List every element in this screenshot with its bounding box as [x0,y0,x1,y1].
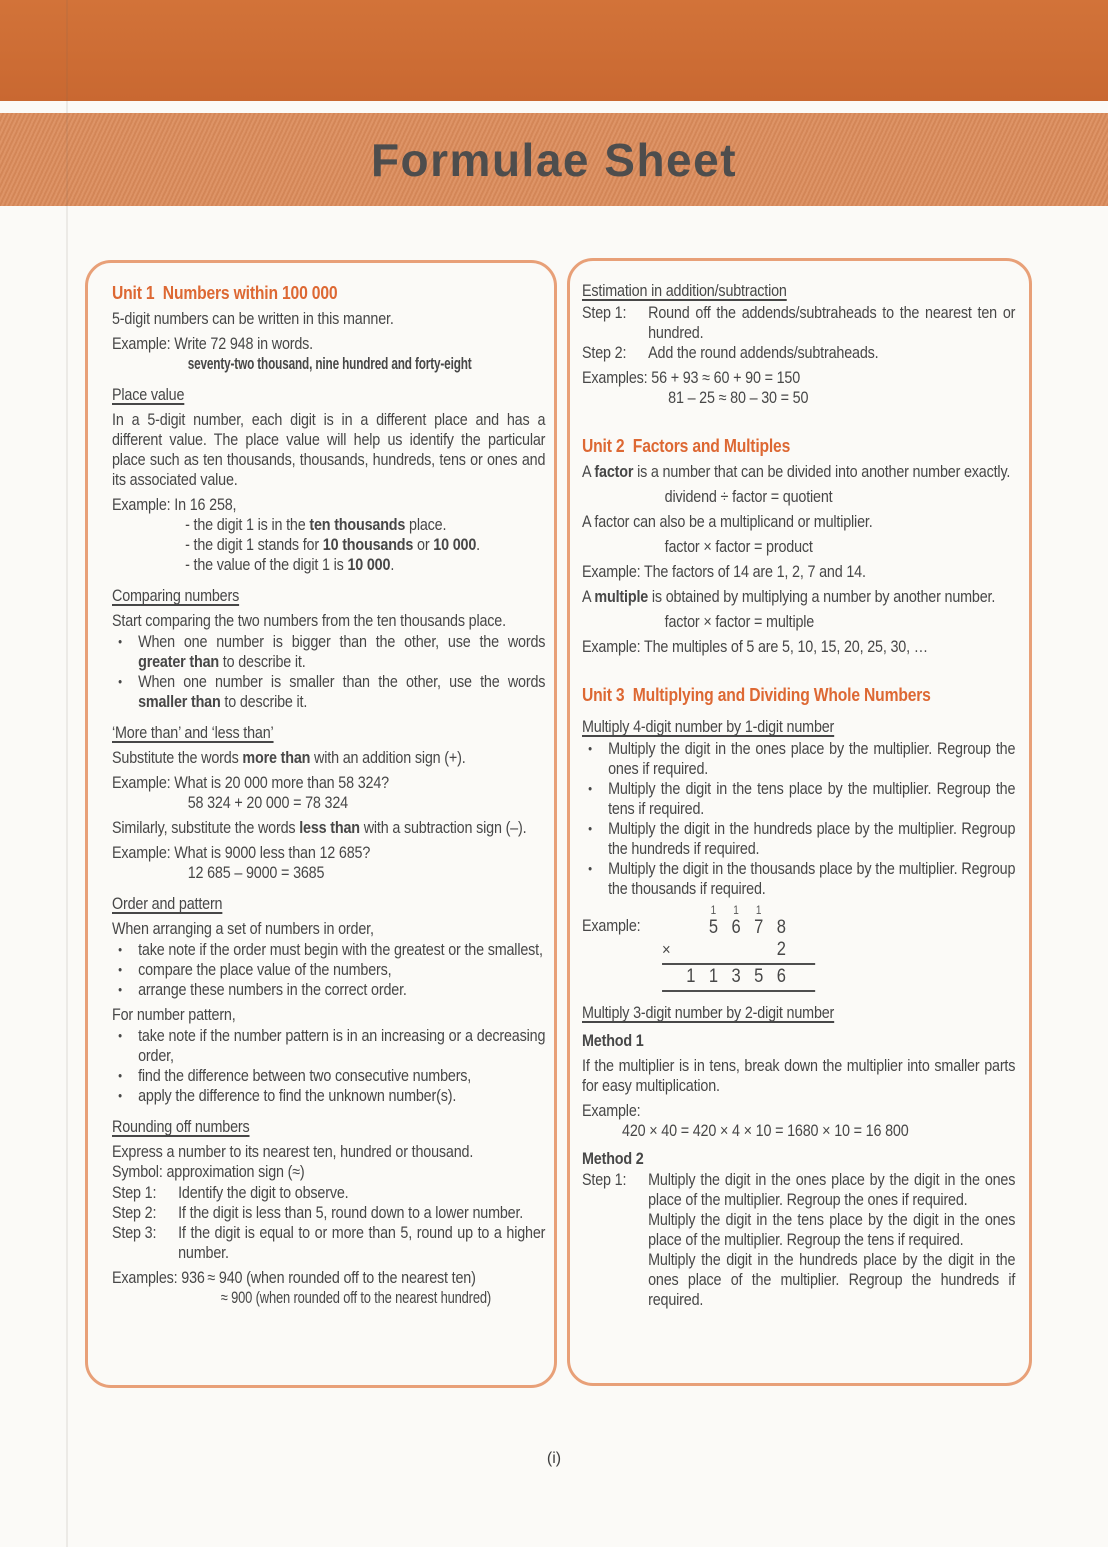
bullet-dot: • [118,1068,122,1083]
digit: 1 [686,966,696,987]
spacer-cell [662,905,679,917]
header-band [0,0,1108,101]
multiplication-sign: × [662,940,671,959]
example-lines [112,495,545,575]
text-run: Example: [582,1102,641,1120]
digit [679,917,702,939]
bullet-dot: • [588,861,592,876]
bold-text-run: smaller than [138,693,221,711]
paragraph [582,562,1015,582]
method-heading: Method 1 [582,1032,644,1050]
text-run: A [582,588,595,606]
bullet-item [582,779,1015,819]
spacer-cell [662,966,679,988]
bullet-item [112,632,545,672]
paragraph [582,587,1015,607]
text-run: Similarly, substitute the words [112,819,300,837]
paragraph [112,818,545,838]
bullet-text [608,739,1015,779]
text-run: - the digit 1 is in the [185,516,310,534]
text-run: Example: What is 20 000 more than 58 324? [112,774,389,792]
example-line [582,368,1015,388]
content-right-box [567,258,1032,1386]
bullet-dot: • [118,942,122,957]
bullet-text [138,672,545,712]
bullet-dot: • [118,634,122,649]
multiplication-stack [662,905,815,992]
bullet-dot: • [588,781,592,796]
paragraph [582,462,1015,482]
right-column [582,281,1015,1310]
text-run: place. [405,516,447,534]
example-line [112,1162,545,1182]
bullet-list [112,1026,545,1106]
text-run: A [582,463,595,481]
text-run: Multiply the digit in the tens place by the multiplier. Regroup the tens if required. [608,780,1016,818]
bullet-dot: • [118,1088,122,1103]
digit [679,939,702,961]
example-line [112,773,545,793]
step-item [582,1170,1015,1210]
carry-digit: 1 [733,905,739,917]
text-run: Multiply the digit in the ones place by the digit in the ones place of the multiplier. Regroup the ones if required. [648,1171,1016,1209]
bullet-dot: • [118,1028,122,1043]
text-run: If the digit is equal to or more than 5, round up to a higher number. [178,1224,546,1262]
step-item [582,1250,1015,1310]
text-run: apply the difference to find the unknown number(s). [138,1087,457,1105]
example-lines [112,334,545,374]
example-line [112,535,545,555]
text-run: In a 5-digit number, each digit is in a different place and has a different value. The place value will help us identify the particular place such as ten thousands, thousands, hundreds, tens or ones and its associated value. [112,411,546,489]
text-run: 58 324 + 20 000 = 78 324 [187,794,348,812]
bold-text-run: 10 000 [433,536,477,554]
step-text [178,1203,545,1223]
example-line [112,843,545,863]
bullet-dot: • [118,674,122,689]
example-lines [112,1268,545,1308]
text-run: If the multiplier is in tens, break down the multiplier into smaller parts for easy multiplication. [582,1057,1016,1095]
text-run: with a subtraction sign (–). [359,819,527,837]
text-run: 12 685 – 9000 = 3685 [187,864,325,882]
step-text [648,1250,1015,1310]
example-line [582,1121,1015,1141]
formula-line: factor × factor = product [664,538,813,556]
unit-heading: Unit 2 Factors and Multiples [582,436,791,456]
text-run: Example: The multiples of 5 are 5, 10, 15, 20, 25, 30, … [582,638,928,656]
bullet-text [138,1026,545,1066]
text-run: to describe it. [220,693,308,711]
digit: 5 [754,966,764,987]
bullet-list [112,632,545,712]
text-run: Symbol: approximation sign (≈) [112,1163,305,1181]
bullet-text [138,960,545,980]
example-line [112,863,545,883]
text-run: . [390,556,395,574]
bold-text-run: 10 000 [347,556,391,574]
text-run: A factor can also be a multiplicand or multiplier. [582,513,873,531]
digit: 1 [708,966,718,987]
example-line [112,555,545,575]
product-row [662,963,815,992]
bullet-text [138,980,545,1000]
paragraph [582,512,1015,532]
step-label: Step 3: [112,1224,157,1242]
example-lines [112,773,545,813]
step-list [582,303,1015,363]
carry-row [662,905,815,917]
step-list [112,1183,545,1263]
digit: 5 [708,917,718,938]
text-run: arrange these numbers in the correct order. [138,981,407,999]
text-run: 5-digit numbers can be written in this manner. [112,310,394,328]
digit: 8 [776,917,786,938]
unit-heading: Unit 1 Numbers within 100 000 [112,283,338,303]
section-subheading: Rounding off numbers [112,1118,250,1136]
page-crease-line [66,0,68,1547]
section-subheading: ‘More than’ and ‘less than’ [112,724,274,742]
text-run: Example: The factors of 14 are 1, 2, 7 and 14. [582,563,866,581]
text-run: . [476,536,480,554]
bullet-item [112,960,545,980]
bullet-item [582,819,1015,859]
text-run: with an addition sign (+). [310,749,466,767]
carry-digit: 1 [755,905,762,917]
section-subheading: Place value [112,386,185,404]
text-run: Multiply the digit in the ones place by the multiplier. Regroup the ones if required. [608,740,1016,778]
text-run: Start comparing the two numbers from the ten thousands place. [112,612,506,630]
bullet-item [112,940,545,960]
text-run: Identify the digit to observe. [178,1184,349,1202]
example-line [112,334,545,354]
carry-digit [770,905,793,917]
digit: 7 [754,917,764,938]
text-run: Example: In 16 258, [112,496,237,514]
text-run: - the value of the digit 1 is [185,556,348,574]
bullet-item [112,1066,545,1086]
text-run: compare the place value of the numbers, [138,961,392,979]
text-run: Multiply the digit in the thousands place by the multiplier. Regroup the thousands if required. [608,860,1016,898]
example-line [112,1268,545,1288]
bold-text-run: factor [594,463,634,481]
bullet-list [582,739,1015,899]
carry-digit: 1 [710,905,717,917]
step-item [112,1183,545,1203]
section-subheading: Comparing numbers [112,587,240,605]
example-line [112,1142,545,1162]
text-run: - the digit 1 stands for [185,536,323,554]
title-band [0,113,1108,206]
example-label: Example: [582,917,641,935]
step-text [648,303,1015,343]
example-line [582,1101,1015,1121]
text-run: Add the round addends/subtraheads. [648,344,879,362]
example-lines [582,1101,1015,1141]
step-item [112,1223,545,1263]
example-line [582,388,1015,408]
digit: 3 [731,966,741,987]
multiplication-example [582,905,1015,992]
example-lines [112,843,545,883]
spacer-cell [662,917,679,939]
bold-text-run: seventy-two thousand, nine hundred and forty-eight [187,355,472,373]
section-subheading: Multiply 4-digit number by 1-digit number [582,718,835,736]
bullet-item [112,1086,545,1106]
step-label [582,1250,648,1310]
condensed-text [221,1288,491,1308]
example-lines [112,1142,545,1182]
content-left-box [85,260,557,1388]
text-run: take note if the number pattern is in an increasing or a decreasing order, [138,1027,546,1065]
digit: 2 [776,939,786,960]
step-item [582,343,1015,363]
formula-line: factor × factor = multiple [664,613,815,631]
vertical-gap [582,408,1015,424]
example-line [112,515,545,535]
bullet-dot: • [118,962,122,977]
multiplicand-row [662,917,815,939]
example-line [112,354,545,374]
text-run: is obtained by multiplying a number by another number. [648,588,996,606]
text-run: Multiply the digit in the hundreds place by the multiplier. Regroup the hundreds if required. [608,820,1016,858]
bullet-item [112,1026,545,1066]
text-run: Substitute the words [112,749,243,767]
condensed-text [188,354,472,374]
bold-text-run: 10 thousands [322,536,414,554]
text-run: When one number is bigger than the other, use the words [138,633,546,651]
step-item [112,1203,545,1223]
paragraph [582,1056,1015,1096]
vertical-gap [582,657,1015,673]
multiplier-row [662,939,815,961]
carry-digit [679,905,702,917]
bold-text-run: more than [242,749,311,767]
text-run: take note if the order must begin with the greatest or the smallest, [138,941,543,959]
unit-heading: Unit 3 Multiplying and Dividing Whole Numbers [582,685,931,705]
step-text [648,1210,1015,1250]
bullet-list [112,940,545,1000]
paragraph [112,410,545,490]
step-item [582,1210,1015,1250]
bullet-item [582,859,1015,899]
text-run: 420 × 40 = 420 × 4 × 10 = 1680 × 10 = 16 800 [622,1122,909,1140]
digit [702,939,725,961]
section-subheading: Multiply 3-digit number by 2-digit number [582,1004,835,1022]
bold-text-run: multiple [594,588,649,606]
page-title: Formulae Sheet [370,133,738,186]
text-run: For number pattern, [112,1006,236,1024]
step-label: Step 1: [112,1184,157,1202]
text-run: Express a number to its nearest ten, hundred or thousand. [112,1143,474,1161]
text-run: When one number is smaller than the other, use the words [138,673,546,691]
example-line [112,1288,545,1308]
formula-line: dividend ÷ factor = quotient [664,488,833,506]
example-line [112,495,545,515]
text-run: ≈ 900 (when rounded off to the nearest hundred) [220,1289,492,1307]
bullet-item [112,672,545,712]
step-label: Step 2: [112,1204,157,1222]
step-label: Step 2: [582,344,627,362]
step-label [582,1210,648,1250]
digit [747,939,770,961]
bullet-dot: • [118,982,122,997]
text-run: is a number that can be divided into another number exactly. [633,463,1011,481]
method-heading: Method 2 [582,1150,644,1168]
paragraph [112,919,545,939]
text-run: Multiply the digit in the hundreds place by the digit in the ones place of the multiplier. Regroup the hundreds if required. [648,1251,1016,1309]
step-text [648,343,1015,363]
example-line [112,793,545,813]
text-run: Example: What is 9000 less than 12 685? [112,844,371,862]
paragraph [112,611,545,631]
paragraph [112,309,545,329]
bullet-text [608,859,1015,899]
text-run: Round off the addends/subtraheads to the nearest ten or hundred. [648,304,1016,342]
text-run: 81 – 25 ≈ 80 – 30 = 50 [668,389,809,407]
text-run: If the digit is less than 5, round down to a lower number. [178,1204,524,1222]
text-run: Multiply the digit in the tens place by the digit in the ones place of the multiplier. Regroup the tens if required. [648,1211,1016,1249]
text-run: or [413,536,434,554]
bullet-item [582,739,1015,779]
text-run: to describe it. [218,653,306,671]
paragraph [582,637,1015,657]
bullet-text [608,779,1015,819]
digit: 6 [731,917,741,938]
bullet-text [138,632,545,672]
paragraph [112,748,545,768]
bullet-item [112,980,545,1000]
bold-text-run: ten thousands [309,516,406,534]
section-subheading: Order and pattern [112,895,223,913]
bullet-dot: • [588,741,592,756]
text-run: Example: Write 72 948 in words. [112,335,313,353]
digit [725,939,748,961]
text-run: When arranging a set of numbers in order, [112,920,374,938]
digit: 6 [776,966,786,987]
bullet-text [138,1086,545,1106]
paragraph [112,1005,545,1025]
footer-page-number: (i) [546,1450,562,1467]
bold-text-run: less than [299,819,360,837]
step-text [178,1223,545,1263]
bold-text-run: greater than [138,653,219,671]
bullet-text [138,1066,545,1086]
text-run: find the difference between two consecutive numbers, [138,1067,472,1085]
bullet-dot: • [588,821,592,836]
text-run: Examples: 56 + 93 ≈ 60 + 90 = 150 [582,369,801,387]
example-lines [582,368,1015,408]
step-text [648,1170,1015,1210]
step-text [178,1183,545,1203]
step-item [582,303,1015,343]
text-run: Examples: 936 ≈ 940 (when rounded off to the nearest ten) [112,1269,476,1287]
section-subheading: Estimation in addition/subtraction [582,282,787,300]
left-column [112,283,545,1308]
bullet-text [138,940,545,960]
step-label: Step 1: [582,304,627,322]
step-label: Step 1: [582,1171,627,1189]
bullet-text [608,819,1015,859]
step-list [582,1170,1015,1310]
